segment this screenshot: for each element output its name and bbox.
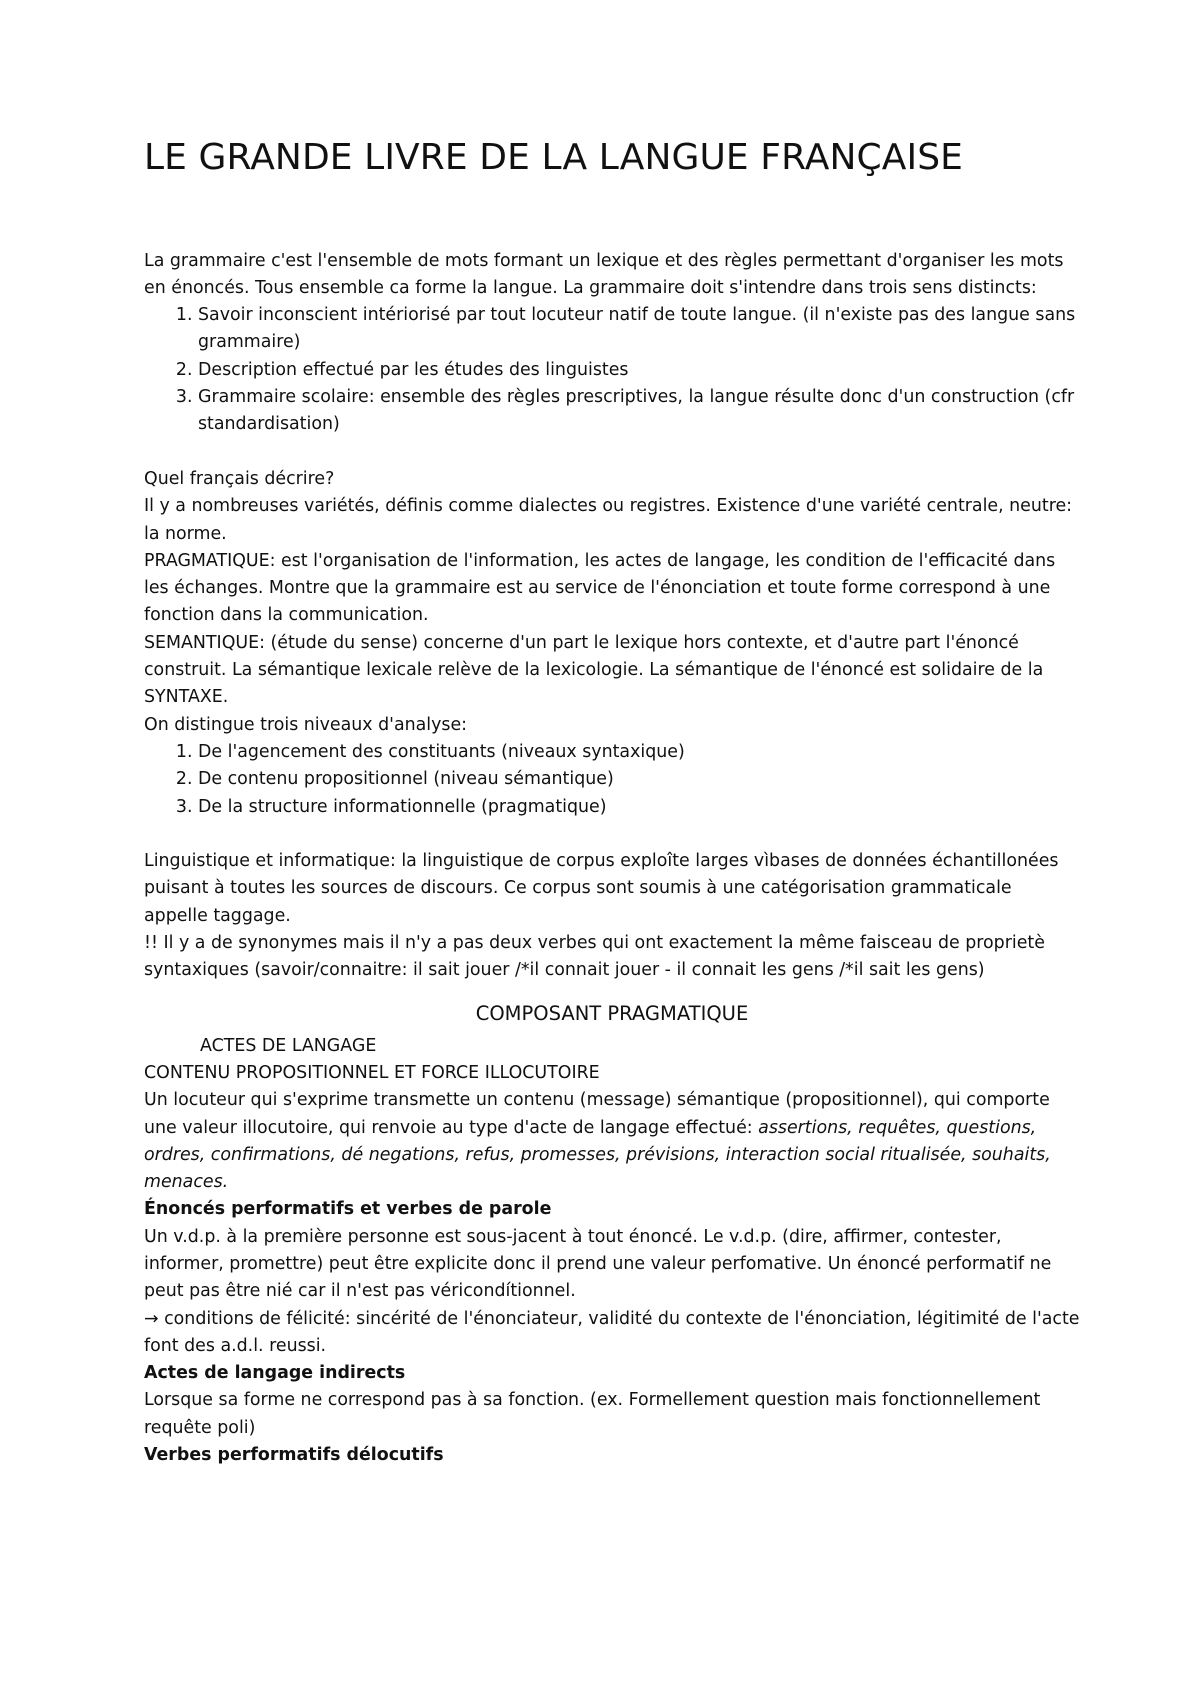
section-title: COMPOSANT PRAGMATIQUE (475, 1001, 749, 1025)
enonces-heading: Énoncés performatifs et verbes de parole (144, 1199, 552, 1220)
spacer (144, 439, 1080, 466)
spacer (144, 821, 1080, 848)
sens-list (144, 302, 1080, 438)
question-line: Quel français décrire? (144, 468, 335, 489)
list-item: 3. De la structure informationnelle (pragmatique) (198, 794, 1080, 821)
subheading-actes: ACTES DE LANGAGE (200, 1035, 377, 1056)
contenu-italic: assertions, requêtes, questions, ordres, confirmations, dé negations, refus, promesses, prévisions, interaction social ritualisée, souhaits, menaces. (144, 1117, 1051, 1193)
indirects-paragraph: Lorsque sa forme ne correspond pas à sa fonction. (ex. Formellement question mais fonctionnellement requête poli) (144, 1390, 1041, 1438)
document-title: LE GRANDE LIVRE DE LA LANGUE FRANÇAISE (144, 137, 964, 178)
niveaux-list (144, 739, 1080, 821)
synonymes-paragraph: !! Il y a de synonymes mais il n'y a pas deux verbes qui ont exactement la même faisceau de proprietè syntaxiques (savoir/connaitre: il sait jouer /*il connait jouer - il connait les gens /*il sait les gens) (144, 933, 1045, 981)
list-item: 3. Grammaire scolaire: ensemble des règles prescriptives, la langue résulte donc d'un construction (cfr standardisation) (198, 384, 1080, 439)
subheading-contenu: CONTENU PROPOSITIONNEL ET FORCE ILLOCUTOIRE (144, 1062, 600, 1083)
linguistique-paragraph: Linguistique et informatique: la linguistique de corpus exploîte larges vìbases de données échantillonées puisant à toutes les sources de discours. Ce corpus sont soumis à une catégorisation grammaticale appelle taggage. (144, 851, 1059, 926)
contenu-paragraph (144, 1087, 1080, 1196)
felicite-paragraph: → conditions de félicité: sincérité de l'énonciateur, validité du contexte de l'énonciation, légitimité de l'acte font des a.d.l. reussi. (144, 1308, 1080, 1356)
indirects-heading: Actes de langage indirects (144, 1363, 406, 1384)
list-item: 1. Savoir inconscient intériorisé par tout locuteur natif de toute langue. (il n'existe pas des langue sans grammaire) (198, 302, 1080, 357)
enonces-paragraph: Un v.d.p. à la première personne est sous-jacent à tout énoncé. Le v.d.p. (dire, affirmer, contester, informer, promettre) peut être explicite donc il prend une valeur perfomative. Un énoncé performatif ne peut pas être nié car il n'est pas véricondítionnel. (144, 1226, 1052, 1302)
niveaux-intro: On distingue trois niveaux d'analyse: (144, 714, 468, 735)
intro-paragraph: La grammaire c'est l'ensemble de mots formant un lexique et des règles permettant d'organiser les mots en énoncés. Tous ensemble ca forme la langue. La grammaire doit s'intendre dans trois sens distincts: (144, 250, 1064, 298)
contenu-text: Un locuteur qui s'exprime transmette un contenu (message) sémantique (propositionnel), qui comporte une valeur illocutoire, qui renvoie au type d'acte de langage effectué: (144, 1090, 1050, 1138)
delocutifs-heading: Verbes performatifs délocutifs (144, 1445, 444, 1466)
list-item: 2. Description effectué par les études des linguistes (198, 357, 1080, 384)
varietes-paragraph: Il y a nombreuses variétés, définis comme dialectes ou registres. Existence d'une variété centrale, neutre: la norme. (144, 496, 1073, 544)
pragmatique-paragraph: PRAGMATIQUE: est l'organisation de l'information, les actes de langage, les condition de l'efficacité dans les échanges. Montre que la grammaire est au service de l'énonciation et toute forme correspond à une fonction dans la communication. (144, 550, 1056, 626)
semantique-paragraph: SEMANTIQUE: (étude du sense) concerne d'un part le lexique hors contexte, et d'autre part l'énoncé construit. La sémantique lexicale relève de la lexicologie. La sémantique de l'énoncé est solidaire de la SYNTAXE. (144, 632, 1044, 708)
list-item: 1. De l'agencement des constituants (niveaux syntaxique) (198, 739, 1080, 766)
list-item: 2. De contenu propositionnel (niveau sémantique) (198, 766, 1080, 793)
